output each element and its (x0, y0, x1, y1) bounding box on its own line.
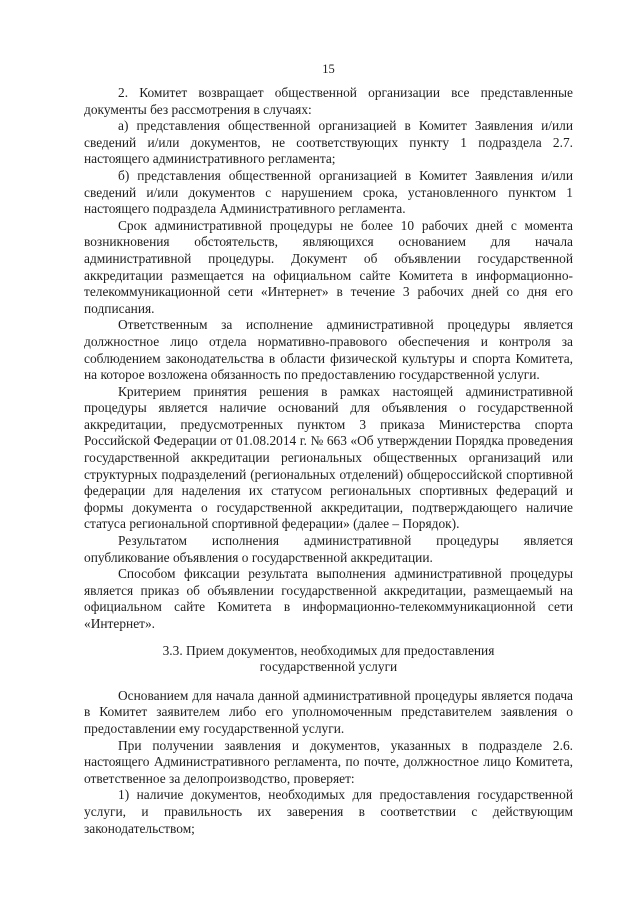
paragraph-procedure-term: Срок административной процедуры не более 10 рабочих дней с момента возникновения обстоятельств, являющихся основанием для начала административной процедуры. Документ об объявлении государственной аккредитации размещается на официальном сайте Комитета в информационно-телекоммуникационной сети «Интернет» в течение 3 рабочих дней со дня его подписания. (84, 217, 573, 316)
paragraph-result-fixation: Способом фиксации результата выполнения административной процедуры является приказ об объявлении государственной аккредитации, размещаемый на официальном сайте Комитета в информационно-телекоммуникационной сети «Интернет». (84, 566, 573, 631)
paragraph-check-item-1: 1) наличие документов, необходимых для предоставления государственной услуги, и правильность их заверения в соответствии с действующим законодательством; (84, 787, 573, 836)
paragraph-decision-criterion: Критерием принятия решения в рамках настоящей административной процедуры является наличие оснований для объявления о государственной аккредитации, предусмотренных пунктом 3 приказа Министерства спорта Российской Федерации от 01.08.2014 г. № 663 «Об утверждении Порядка проведения государственной аккредитации региональных общественных организаций или структурных подразделений (региональных отделений) общероссийской спортивной федерации для наделения их статусом региональных спортивных федераций и формы документа о государственной аккредитации, подтверждающего наличие статуса региональной спортивной федерации» (далее – Порядок). (84, 383, 573, 532)
paragraph-return-documents: 2. Комитет возвращает общественной организации все представленные документы без рассмотрения в случаях: (84, 85, 573, 117)
page-number: 15 (322, 62, 335, 76)
paragraph-mail-receipt: При получении заявления и документов, указанных в подразделе 2.6. настоящего Административного регламента, по почте, должностное лицо Комитета, ответственное за делопроизводство, проверяет: (84, 737, 573, 786)
paragraph-case-a: а) представления общественной организацией в Комитет Заявления и/или сведений и/или документов, не соответствующих пункту 1 подраздела 2.7. настоящего административного регламента; (84, 118, 573, 167)
paragraph-procedure-result: Результатом исполнения административной процедуры является опубликование объявления о государственной аккредитации. (84, 533, 573, 565)
paragraph-procedure-basis: Основанием для начала данной административной процедуры является подача в Комитет заявителем либо его уполномоченным представителем заявления о предоставлении ему государственной услуги. (84, 687, 573, 736)
section-heading-line-2: государственной услуги (259, 659, 398, 675)
paragraph-case-b: б) представления общественной организацией в Комитет Заявления и/или сведений и/или документов с нарушением срока, установленного пунктом 1 настоящего подраздела Административного регламента. (84, 167, 573, 217)
section-heading (84, 643, 573, 676)
paragraph-responsible-official: Ответственным за исполнение административной процедуры является должностное лицо отдела нормативно-правового обеспечения и контроля за соблюдением законодательства в области физической культуры и спорта Комитета, на которое возложена обязанность по предоставлению государственной услуги. (84, 317, 573, 383)
section-heading-line-1: 3.3. Прием документов, необходимых для предоставления (162, 642, 495, 658)
